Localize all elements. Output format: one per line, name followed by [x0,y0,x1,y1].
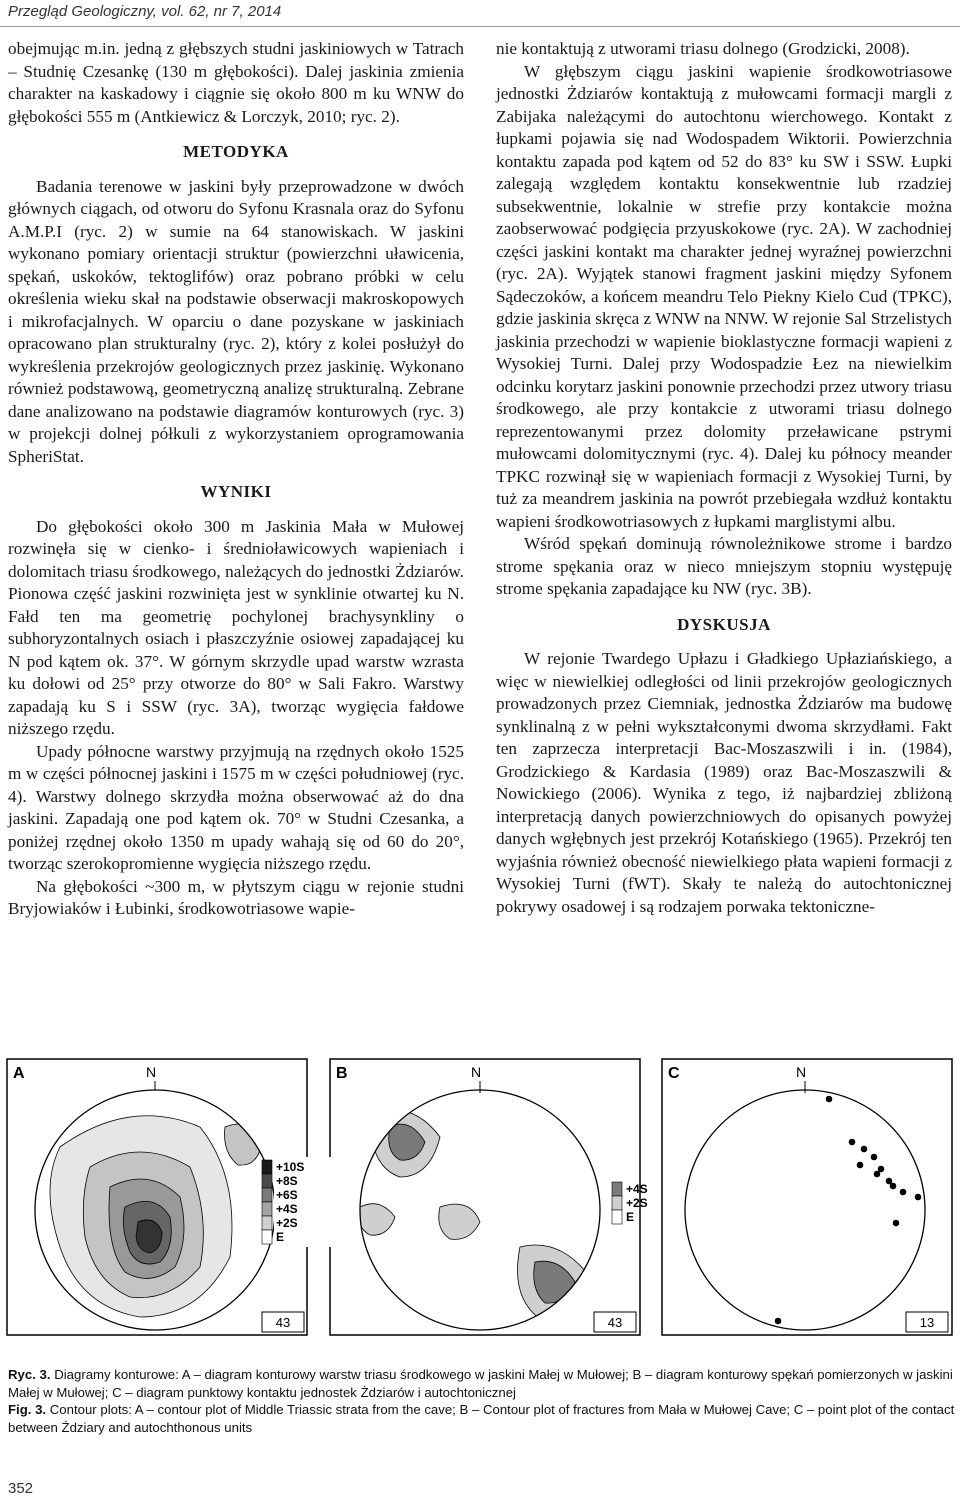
panel-b-letter: B [336,1065,348,1082]
heading-results: WYNIKI [200,482,272,501]
heading-methods: METODYKA [183,142,289,161]
panel-b-count: 43 [607,1315,623,1330]
caption-pl [8,1366,958,1401]
panel-b-frame [330,1059,640,1335]
legend-b-2: E [626,1210,635,1224]
legend-b-1: +2S [626,1196,648,1210]
contact-pole [900,1189,907,1196]
caption-en [8,1401,958,1436]
contact-pole [915,1194,922,1201]
contact-pole [861,1146,868,1153]
paragraph-results-1: Do głębokości około 300 m Jaskinia Mała w Mułowej rozwinęła się w cienko- i średnioławicowych wapieniach i dolomitach triasu środkowego, należących do jednostki Żdziarów. Pionowa część jaskini rozwinięta jest w synklinie otwartej ku N. Fałd ten ma geometrię pochylonej brachysynkliny o subhoryzontalnych osiach i płaszczyźnie osiowej zapadającej ku N pod kątem ok. 37°. W górnym skrzydle upad warstw wzrasta ku dołowi od 25° przy otworze do 80° w Sali Fakro. Warstwy zapadają ku S i SSW (ryc. 3A), tworząc wygięcia fałdowe niższego rzędu. [8,516,464,738]
legend-b-0: +4S [626,1182,648,1196]
contact-pole [826,1096,833,1103]
caption-en-label: Fig. 3. [8,1402,47,1417]
heading-discussion: DYSKUSJA [677,614,771,634]
legend-a-5: E [276,1230,285,1244]
journal-header: Przegląd Geologiczny, vol. 62, nr 7, 2014 [8,3,282,20]
paragraph-results-2: Upady północne warstwy przyjmują na rzędnych około 1525 m w części północnej jaskini i 1575 m w części południowej (ryc. 4). Warstwy dolnego skrzydła można obserwować aż do dna jaskini. Zapadają one pod kątem ok. 70° w Studni Czesanka, a poniżej rzędnej około 1350 m upady wahają się od 60 do 20°, tworząc szerokopromienne wygięcia niższego rzędu. [8,741,464,873]
panel-c-count: 13 [919,1315,935,1330]
paragraph-results-3: Na głębokości ~300 m, w płytszym ciągu w rejonie studni Bryjowiaków i Łubinki, środkowotriasowe wapie- [8,876,464,918]
paragraph-contact: W głębszym ciągu jaskini wapienie środkowotriasowe jednostki Żdziarów kontaktują z mułowcami formacji margli z Zabijaka należącymi do autochtonu wierchowego. Kontakt z łupkami pojawia się nad Wodospadem Wiktorii. Powierzchnia kontaktu zapada pod kątem od 52 do 83° ku SW i SSW. Łupki zalegają względem kontaktu konsekwentnie lub rzadziej subsekwentnie, lokalnie w strefie przy kontakcie można zaobserwować podgięcia przyuskokowe (ryc. 2A). W zachodniej części jaskini kontakt ma charakter jednej wyraźnej powierzchni (ryc. 2A). Wyjątek stanowi fragment jaskini między Syfonem Sądeczoków, a końcem meandru Telo Piekny Kielo Cud (TPKC), gdzie jaskinia skręca z WNW na NNW. W rejonie Sal Strzelistych jaskinia przechodzi w wapienie bioklastyczne formacji wapieni z Wysokiej Turni. Dalej przy Wodospadzie Łez na niewielkim odcinku korytarz jaskini ponownie przechodzi przez utwory triasu środkowego, ale przy kontakcie z utworami triasu dolnego reprezentowanymi przez dolomity przeławicane pstrymi mułowcami dolomitycznymi (ryc. 4). Dalej ku północy meander TPKC rozwinął się w wapieniach formacji z Wysokiej Turni, by tuż za meandrem jaskinia na powrót przebiegała wzdłuż kontaktu wapieni środkowotriasowych z łupkami marglistymi albu. [496,61,952,531]
contact-pole [890,1183,897,1190]
panel-a-north: N [145,1064,157,1080]
paragraph-intro: obejmując m.in. jedną z głębszych studni jaskiniowych w Tatrach – Studnię Czesankę (130 m głębokości). Dalej jaskinia zmienia charakter na kaskadowy i ciągnie się około 800 m ku WNW do głębokości 555 m (Antkiewicz & Lorczyk, 2010; ryc. 2). [8,39,464,126]
legend-a-3: +4S [276,1202,298,1216]
legend-a-4: +2S [276,1216,298,1230]
contact-pole [849,1139,856,1146]
figure-stereonets [0,1057,960,1357]
contact-pole [871,1154,878,1161]
paragraph-discussion: W rejonie Twardego Upłazu i Gładkiego Upłaziańskiego, a więc w niewielkiej odległości od linii przekrojów geologicznych prowadzonych przez Ciemniak, jednostka Żdziarów ma budowę synklinalną z w pełni wykształconymi dwoma skrzydłami. Fakt ten zaprzecza interpretacji Bac-Moszaszwili i in. (1984), Grodzickiego & Kardasia (1989) oraz Bac-Moszaszwili & Nowickiego (2006). Wynika z tego, iż najbardziej zbliżoną interpretacją danych powierzchniowych do opisanych powyżej danych wgłębnych jest przekrój Kotańskiego (1965). Przekrój ten wyjaśnia również obecność niewielkiego płata wapieni formacji z Wysokiej Turni (fWT). Skały te należą do autochtonicznej pokrywy osadowej i są rodzajem porwaka tektoniczne- [496,649,952,916]
panel-a-letter: A [13,1065,25,1082]
page-number: 352 [8,1480,34,1497]
panel-c-frame [662,1059,952,1335]
right-column [496,38,952,918]
paragraph-fractures: Wśród spękań dominują równoleżnikowe strome i bardzo strome spękania oraz w nieco mniejszym stopniu występuję strome spękania zapadające ku NW (ryc. 3B). [496,534,952,598]
left-column [8,38,464,921]
panel-b-north: N [470,1064,482,1080]
caption-en-text: Contour plots: A – contour plot of Middle Triassic strata from the cave; B – Contour plot of fractures from Mała w Mułowej Cave; C – point plot of the contact between Ździary and autochthonous units [8,1402,955,1435]
contact-pole [893,1220,900,1227]
legend-a-0: +10S [276,1160,305,1174]
caption-pl-text: Diagramy konturowe: A – diagram konturowy warstw triasu środkowego w jaskini Małej w Mułowej; B – diagram konturowy spękań pomierzonych w jaskini Małej w Mułowej; C – diagram punktowy kontaktu jednostek Żdziarów i autochtonicznej [8,1367,953,1400]
header-rule [0,26,960,27]
panel-a-count: 43 [275,1315,291,1330]
caption-pl-label: Ryc. 3. [8,1367,51,1382]
contact-pole [857,1162,864,1169]
contact-pole [874,1171,881,1178]
legend-a-1: +8S [276,1174,298,1188]
legend-a-2: +6S [276,1188,298,1202]
figure-caption [8,1366,958,1436]
paragraph-continued: nie kontaktują z utworami triasu dolnego (Grodzicki, 2008). [496,39,910,58]
panel-c-letter: C [668,1065,680,1082]
panel-b-legend [612,1182,648,1224]
paragraph-methods: Badania terenowe w jaskini były przeprowadzone w dwóch głównych ciągach, od otworu do Syfonu Krasnala oraz do Syfonu A.M.P.I (ryc. 2) w sumie na 64 stanowiskach. W jaskini wykonano pomiary orientacji struktur (powierzchni uławicenia, spękań, uskoków, tektoglifów) oraz pobrano próbki w celu określenia wieku skał na podstawie obserwacji makroskopowych i mikrofacjalnych. W oparciu o dane pozyskane w jaskiniach opracowano plan strukturalny (ryc. 2), który z kolei posłużył do wykreślenia przekrojów geologicznych przez jaskinię. Wykonano również podstawową, geometryczną analizę strukturalną. Zebrane dane analizowano na podstawie diagramów konturowych (ryc. 3) w projekcji dolnej półkuli z wykorzystaniem oprogramowania SpheriStat. [8,176,464,466]
contact-pole [775,1318,782,1325]
panel-c-north: N [795,1064,807,1080]
